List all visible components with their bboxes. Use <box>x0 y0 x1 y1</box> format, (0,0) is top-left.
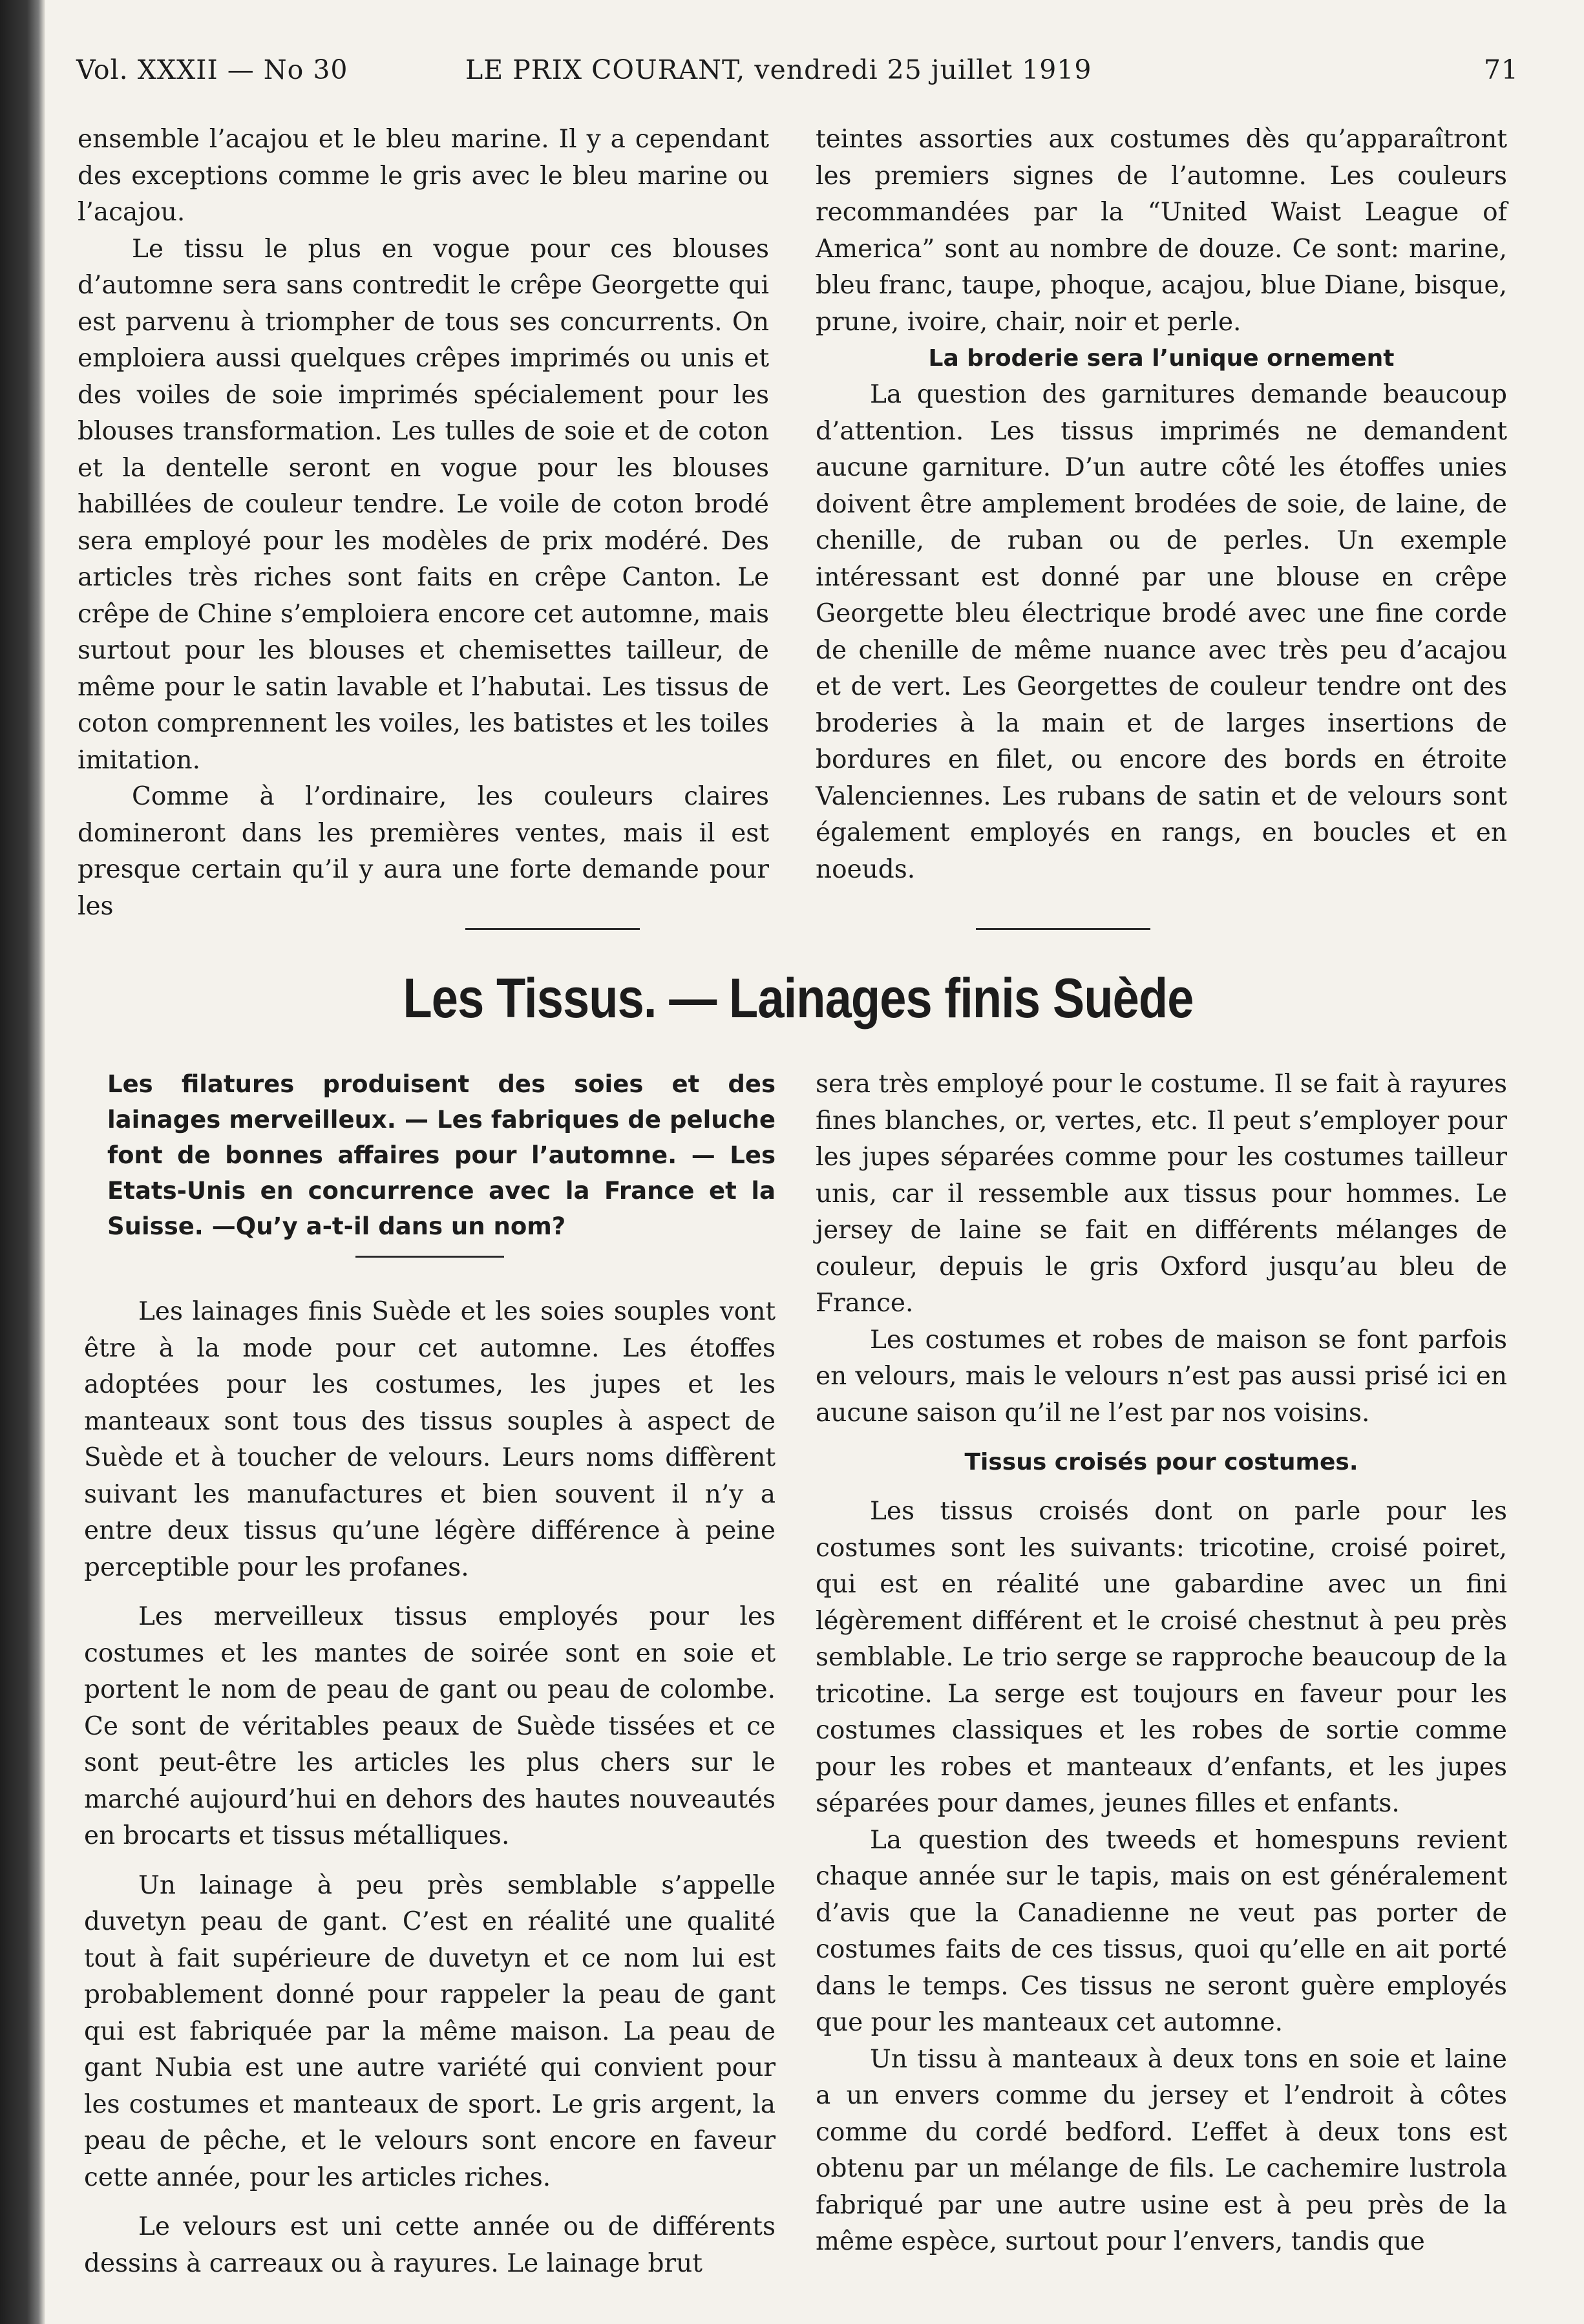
paragraph: Les costumes et robes de maison se font parfois en velours, mais le velours n’est pas aussi prisé ici en aucune saison qu’il ne l’est par nos voisins. <box>816 1325 1507 1428</box>
paragraph: Les tissus croisés dont on parle pour les costumes sont les suivants: tricotine, croisé poiret, qui est en réalité une gabardine avec un fini légèrement différent et le croisé chestnut à peu près semblable. Le trio serge se rapproche beaucoup de la tricotine. La serge est toujours en faveur pour les costumes classiques et les robes de sortie comme pour les robes et manteaux d’enfants, et les jupes séparées pour dames, jeunes filles et enfants. <box>816 1497 1507 1818</box>
paragraph: La question des garnitures demande beaucoup d’attention. Les tissus imprimés ne demandent aucune garniture. D’un autre côté les étoffes unies doivent être amplement brodées de soie, de laine, de chenille, de ruban ou de perles. Un exemple intéressant est donné par une blouse en crêpe Georgette bleu électrique brodé avec une fine corde de chenille de même nuance avec très peu d’acajou et de vert. Les Georgettes de couleur tendre ont des broderies à la main et de larges insertions de bordures en filet, ou encore des bords en étroite Valenciennes. Les rubans de satin et de velours sont également employés en rangs, en boucles et en noeuds. <box>816 380 1507 884</box>
top-left-column <box>78 121 769 925</box>
article-title: Les Tissus. — Lainages finis Suède <box>403 967 1194 1030</box>
paragraph: Les lainages finis Suède et les soies souples vont être à la mode pour cet automne. Les étoffes adoptées pour les costumes, les jupes et les manteaux sont tous des tissus souples à aspect de Suède et à toucher de velours. Leurs noms diffèrent suivant les manufactures et bien souvent il n’y a entre deux tissus qu’une légère différence à peine perceptible pour les profanes. <box>84 1297 776 1582</box>
article-right-column <box>816 1066 1507 2261</box>
separator-rule-right <box>976 928 1150 930</box>
running-header <box>71 50 1525 89</box>
paragraph: Le tissu le plus en vogue pour ces blouses d’automne sera sans contredit le crêpe Georgette qui est parvenu à triompher de tous ses concurrents. On emploiera aussi quelques crêpes imprimés ou unis et des voiles de soie imprimés spécialement pour les blouses transformation. Les tulles de soie et de coton et la dentelle seront en vogue pour les blouses habillées de couleur tendre. Le voile de coton brodé sera employé pour les modèles de prix modéré. Des articles très riches sont faits en crêpe Canton. Le crêpe de Chine s’emploiera encore cet automne, mais surtout pour les blouses et chemisettes tailleur, de même pour le satin lavable et l’habutai. Les tissus de coton comprennent les voiles, les batistes et les toiles imitation. <box>78 234 769 775</box>
paragraph: Un lainage à peu près semblable s’appelle duvetyn peau de gant. C’est en réalité une qualité tout à fait supérieure de duvetyn et ce nom lui est probablement donné pour rappeler la peau de gant qui est fabriquée par la même maison. La peau de gant Nubia est une autre variété qui convient pour les costumes et manteaux de sport. Le gris argent, la peau de pêche, et le velours sont encore en faveur cette année, pour les articles riches. <box>84 1870 776 2192</box>
paragraph: La question des tweeds et homespuns revient chaque année sur le tapis, mais on est généralement d’avis que la Canadienne ne veut pas porter de costumes faits de ces tissus, quoi qu’elle en ait porté dans le temps. Ces tissus ne seront guère employés que pour les manteaux cet automne. <box>816 1825 1507 2037</box>
section-subheading: Tissus croisés pour costumes. <box>964 1449 1358 1475</box>
paragraph: teintes assorties aux costumes dès qu’apparaîtront les premiers signes de l’automne. Les couleurs recommandées par la “United Waist League of America” sont au nombre de douze. Ce sont: marine, bleu franc, taupe, phoque, acajou, blue Diane, bisque, prune, ivoire, chair, noir et perle. <box>816 125 1507 337</box>
page-number: 71 <box>1483 54 1519 85</box>
paragraph: Un tissu à manteaux à deux tons en soie et laine a un envers comme du jersey et l’endroit à côtes comme du cordé bedford. L’effet à deux tons est obtenu par un mélange de fils. Le cachemire lustrola fabriqué par une autre usine est à peu près de la même espèce, surtout pour l’envers, tandis que <box>816 2044 1507 2256</box>
publication-title-date: LE PRIX COURANT, vendredi 25 juillet 1919 <box>465 54 1092 85</box>
volume-number: Vol. XXXII — No 30 <box>76 54 348 85</box>
separator-rule-left <box>465 928 640 930</box>
paragraph: ensemble l’acajou et le bleu marine. Il y a cependant des exceptions comme le gris avec le bleu marine ou l’acajou. <box>78 125 769 227</box>
paragraph: Comme à l’ordinaire, les couleurs claires domineront dans les premières ventes, mais il est presque certain qu’il y aura une forte demande pour les <box>78 782 769 921</box>
paragraph: Le velours est uni cette année ou de différents dessins à carreaux ou à rayures. Le lainage brut <box>84 2212 776 2278</box>
newspaper-page <box>71 0 1525 2324</box>
paragraph: sera très employé pour le costume. Il se fait à rayures fines blanches, or, vertes, etc. Il peut s’employer pour les jupes séparées comme pour les costumes tailleur unis, car il ressemble aux tissus pour hommes. Le jersey de laine se fait en différents mélanges de couleur, depuis le gris Oxford jusqu’au bleu de France. <box>816 1070 1507 1318</box>
page-binding-edge <box>0 0 45 2324</box>
article-summary: Les filatures produisent des soies et des lainages merveilleux. — Les fabriques de peluche font de bonnes affaires pour l’automne. — Les Etats-Unis en concurrence avec la France et la Suisse. —Qu’y a-t-il dans un nom? <box>107 1070 776 1240</box>
top-right-column <box>816 121 1507 888</box>
summary-rule <box>355 1256 504 1258</box>
section-subheading: La broderie sera l’unique ornement <box>928 345 1395 372</box>
paragraph: Les merveilleux tissus employés pour les costumes et les mantes de soirée sont en soie et portent le nom de peau de gant ou peau de colombe. Ce sont de véritables peaux de Suède tissées et ce sont peut-être les articles les plus chers sur le marché aujourd’hui en dehors des hautes nouveautés en brocarts et tissus métalliques. <box>84 1602 776 1850</box>
article-left-column <box>84 1066 776 2282</box>
